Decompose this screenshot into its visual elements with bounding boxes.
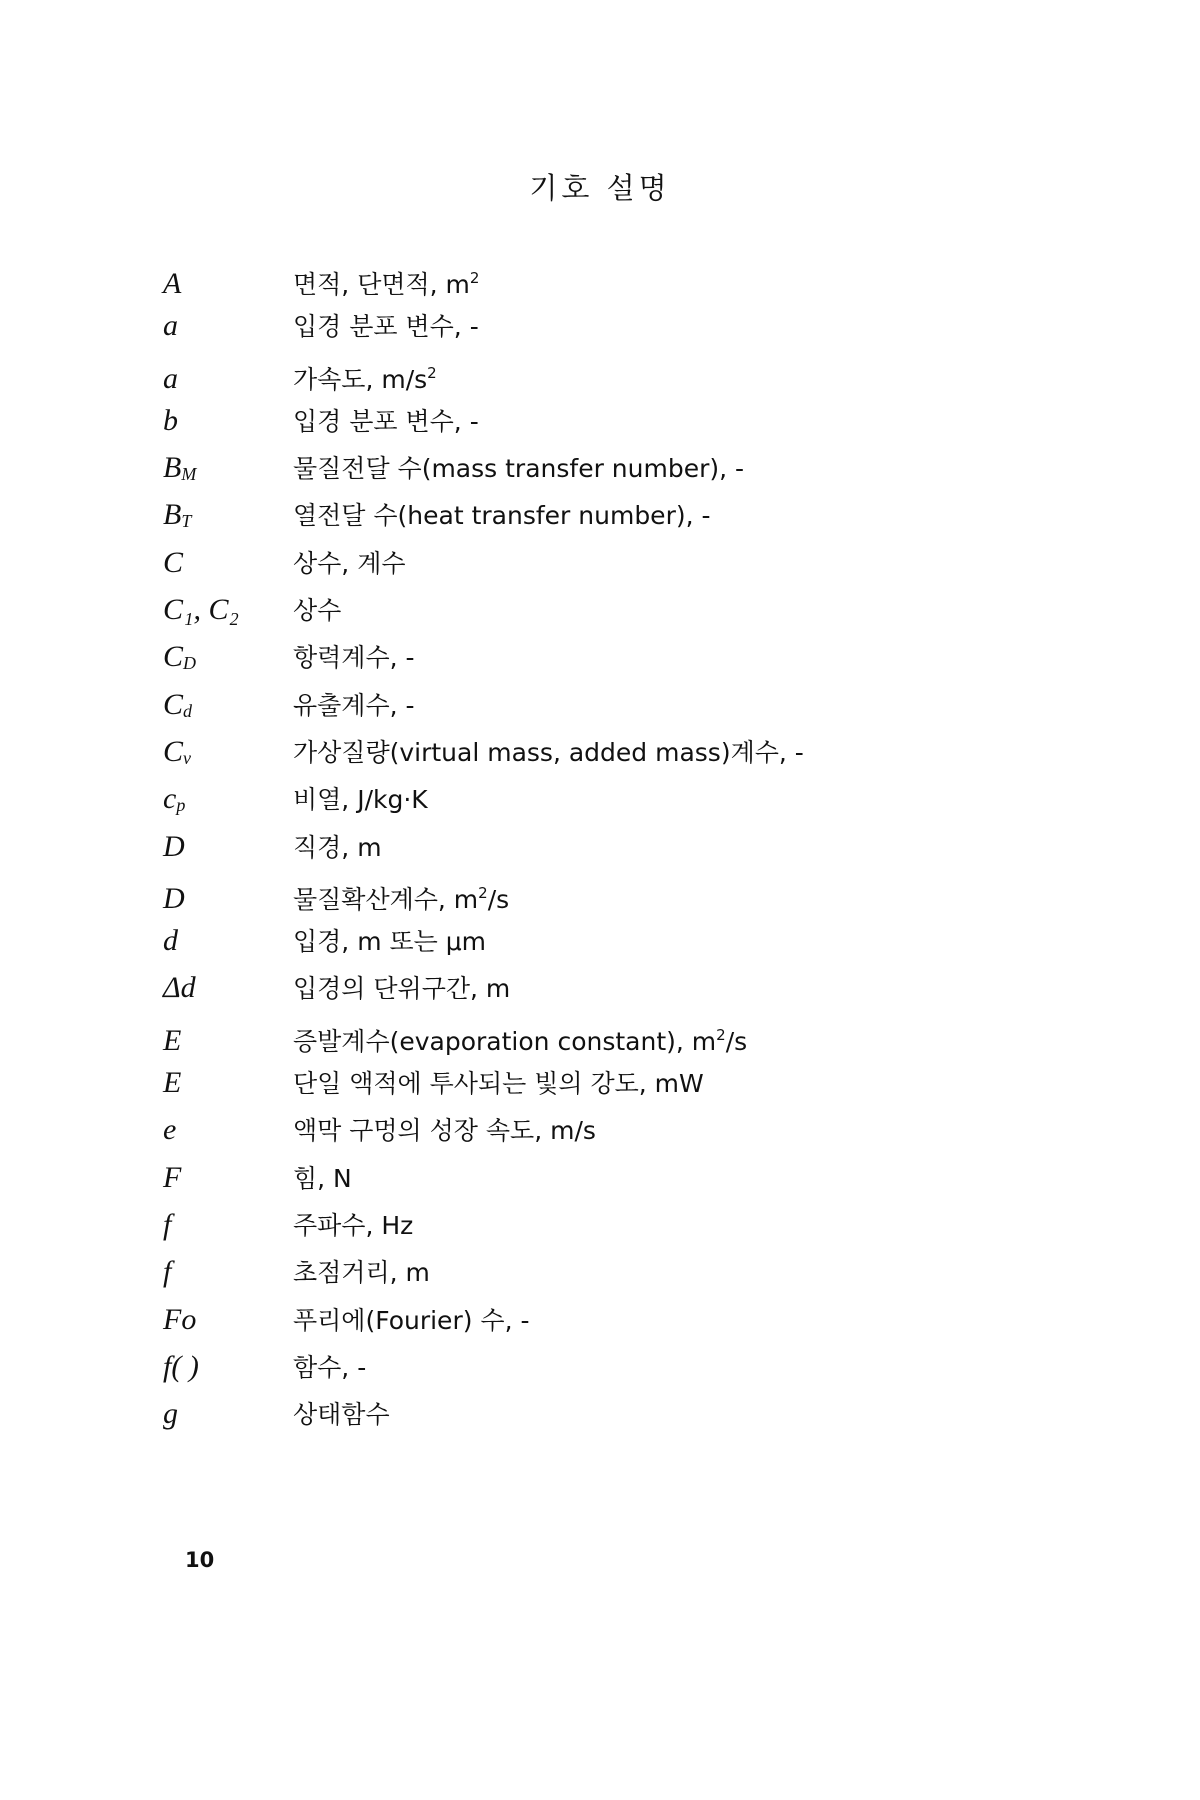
symbol-letter: C (163, 734, 184, 768)
page-number: 10 (185, 1548, 215, 1572)
symbol (163, 917, 293, 964)
symbol-description (293, 1107, 1063, 1154)
symbol-row (163, 728, 1063, 775)
description-text: 직경, m (293, 832, 382, 862)
description-text: 항력계수, - (293, 643, 415, 673)
symbol-description (293, 540, 1063, 587)
symbol-letter: f (163, 1207, 172, 1241)
description-text: 물질확산계수, m (293, 884, 479, 914)
symbol-letter: f (163, 1255, 172, 1289)
page-title: 기호 설명 (529, 171, 671, 205)
description-text: 액막 구멍의 성장 속도, m/s (293, 1116, 596, 1146)
symbol (163, 775, 293, 829)
symbol-description (293, 965, 1063, 1012)
symbol-subscript: T (181, 511, 192, 532)
symbol-subscript: M (181, 464, 197, 485)
description-text: 힘, N (293, 1163, 352, 1193)
symbol-description (293, 398, 1063, 445)
symbol (163, 1106, 293, 1153)
symbol-row (163, 255, 1063, 302)
symbol-description (293, 1155, 1063, 1202)
symbol-letter: C (163, 640, 184, 674)
symbol-row (163, 302, 1063, 349)
symbol-description (293, 634, 1063, 681)
symbol (163, 728, 293, 782)
unit-exponent: 2 (469, 269, 480, 287)
symbol-letter: B (163, 451, 182, 485)
symbol-letter: g (163, 1397, 178, 1431)
symbol-description (293, 1202, 1063, 1249)
symbol (163, 444, 293, 498)
symbol (163, 1296, 293, 1343)
symbol-letter: E (163, 1066, 182, 1100)
symbol (163, 491, 293, 545)
symbol-description (293, 445, 1063, 492)
symbol-subscript: D (183, 653, 197, 674)
symbol-letter: E (163, 1023, 182, 1057)
symbol-description (293, 729, 1063, 776)
symbol-description (293, 1344, 1063, 1391)
unit-exponent: 2 (427, 363, 437, 382)
symbol-letter: b (163, 403, 178, 437)
symbol (163, 964, 293, 1011)
unit-exponent: 2 (716, 1025, 726, 1044)
symbol (163, 1343, 293, 1390)
description-text: 면적, 단면적, m (293, 270, 470, 299)
symbol-row (163, 1390, 1063, 1437)
symbol-row (163, 350, 1063, 397)
description-text: 상수, 계수 (293, 548, 406, 578)
symbol-description (293, 1060, 1063, 1107)
symbol-letter: a (163, 361, 178, 395)
symbol-row (163, 539, 1063, 586)
symbol-description (293, 1012, 1063, 1065)
description-text: 물질전달 수(mass transfer number), - (293, 454, 745, 484)
symbol-description (293, 303, 1063, 350)
symbol-row (163, 1248, 1063, 1295)
symbol-row (163, 1106, 1063, 1153)
symbol-letter: c (163, 782, 177, 816)
symbol-description (293, 870, 1063, 923)
symbol-letter: B (163, 498, 182, 532)
symbol-letter: C (163, 687, 184, 721)
symbol-description (293, 682, 1063, 729)
description-text: 상태함수 (293, 1400, 390, 1430)
description-text: 유출계수, - (293, 690, 415, 720)
symbol (163, 1059, 293, 1106)
description-text: 상수 (293, 596, 342, 626)
symbol-description (293, 1297, 1063, 1344)
symbol-row (163, 1012, 1063, 1059)
symbol-letter: Fo (163, 1302, 197, 1336)
symbol-row (163, 1059, 1063, 1106)
symbol-row (163, 775, 1063, 822)
symbol-letter: e (163, 1113, 177, 1147)
symbol (163, 633, 293, 687)
symbol-letter: A (163, 267, 182, 300)
symbol-subscript: d (183, 700, 193, 721)
symbol-description (293, 776, 1063, 823)
unit-tail: /s (487, 884, 510, 914)
symbol-letter: F (163, 1160, 182, 1194)
description-text: 함수, - (293, 1352, 367, 1382)
symbol-letter: C (163, 545, 184, 579)
description-text: 단일 액적에 투사되는 빛의 강도, mW (293, 1069, 704, 1099)
symbol-row (163, 633, 1063, 680)
symbol-description (293, 492, 1063, 539)
unit-exponent: 2 (478, 883, 488, 902)
symbol-description (293, 587, 1063, 634)
description-text: 열전달 수(heat transfer number), - (293, 501, 711, 531)
symbol (163, 539, 293, 586)
symbol-row (163, 1154, 1063, 1201)
description-text: 입경 분포 변수, - (293, 406, 479, 436)
symbol-description (293, 1391, 1063, 1438)
symbol (163, 397, 293, 444)
symbol (163, 1248, 293, 1295)
symbol-letter: C₁, C₂ (163, 593, 239, 627)
symbol-description (293, 255, 1063, 308)
symbol-row (163, 1343, 1063, 1390)
description-text: 가속도, m/s (293, 364, 428, 394)
description-text: 가상질량(virtual mass, added mass)계수, - (293, 737, 804, 767)
symbol-letter: D (163, 829, 185, 863)
symbol-letter: Δd (163, 971, 196, 1005)
symbol-row (163, 917, 1063, 964)
symbol-letter: a (163, 309, 178, 343)
symbol (163, 823, 293, 870)
symbol (163, 875, 293, 922)
symbol-letter: f( ) (163, 1349, 199, 1383)
symbol-letter: D (163, 881, 185, 915)
symbol (163, 355, 293, 402)
symbol (163, 1390, 293, 1437)
symbol (163, 1017, 293, 1064)
description-text: 입경 분포 변수, - (293, 312, 479, 342)
symbol-list (163, 255, 1063, 1437)
symbol (163, 302, 293, 349)
symbol-description (293, 350, 1063, 403)
symbol-row (163, 1296, 1063, 1343)
description-text: 주파수, Hz (293, 1210, 414, 1240)
symbol-row (163, 491, 1063, 538)
description-text: 증발계수(evaporation constant), m (293, 1026, 717, 1056)
symbol (163, 586, 293, 633)
symbol-letter: d (163, 924, 178, 958)
symbol-description (293, 1249, 1063, 1296)
symbol-row (163, 397, 1063, 444)
symbol (163, 681, 293, 735)
unit-tail: /s (725, 1026, 748, 1056)
symbol-description (293, 918, 1063, 965)
symbol-row (163, 681, 1063, 728)
symbol-row (163, 1201, 1063, 1248)
symbol-row (163, 870, 1063, 917)
symbol (163, 1154, 293, 1201)
description-text: 푸리에(Fourier) 수, - (293, 1305, 530, 1335)
symbol-row (163, 823, 1063, 870)
symbol-row (163, 444, 1063, 491)
symbol (163, 1201, 293, 1248)
symbol-row (163, 964, 1063, 1011)
symbol-row (163, 586, 1063, 633)
description-text: 입경의 단위구간, m (293, 974, 511, 1004)
symbol (163, 260, 293, 307)
description-text: 초점거리, m (293, 1258, 430, 1288)
symbol-subscript: p (176, 795, 186, 816)
description-text: 비열, J/kg·K (293, 785, 428, 815)
description-text: 입경, m 또는 μm (293, 927, 486, 957)
symbol-description (293, 824, 1063, 871)
symbol-subscript: v (183, 747, 192, 768)
